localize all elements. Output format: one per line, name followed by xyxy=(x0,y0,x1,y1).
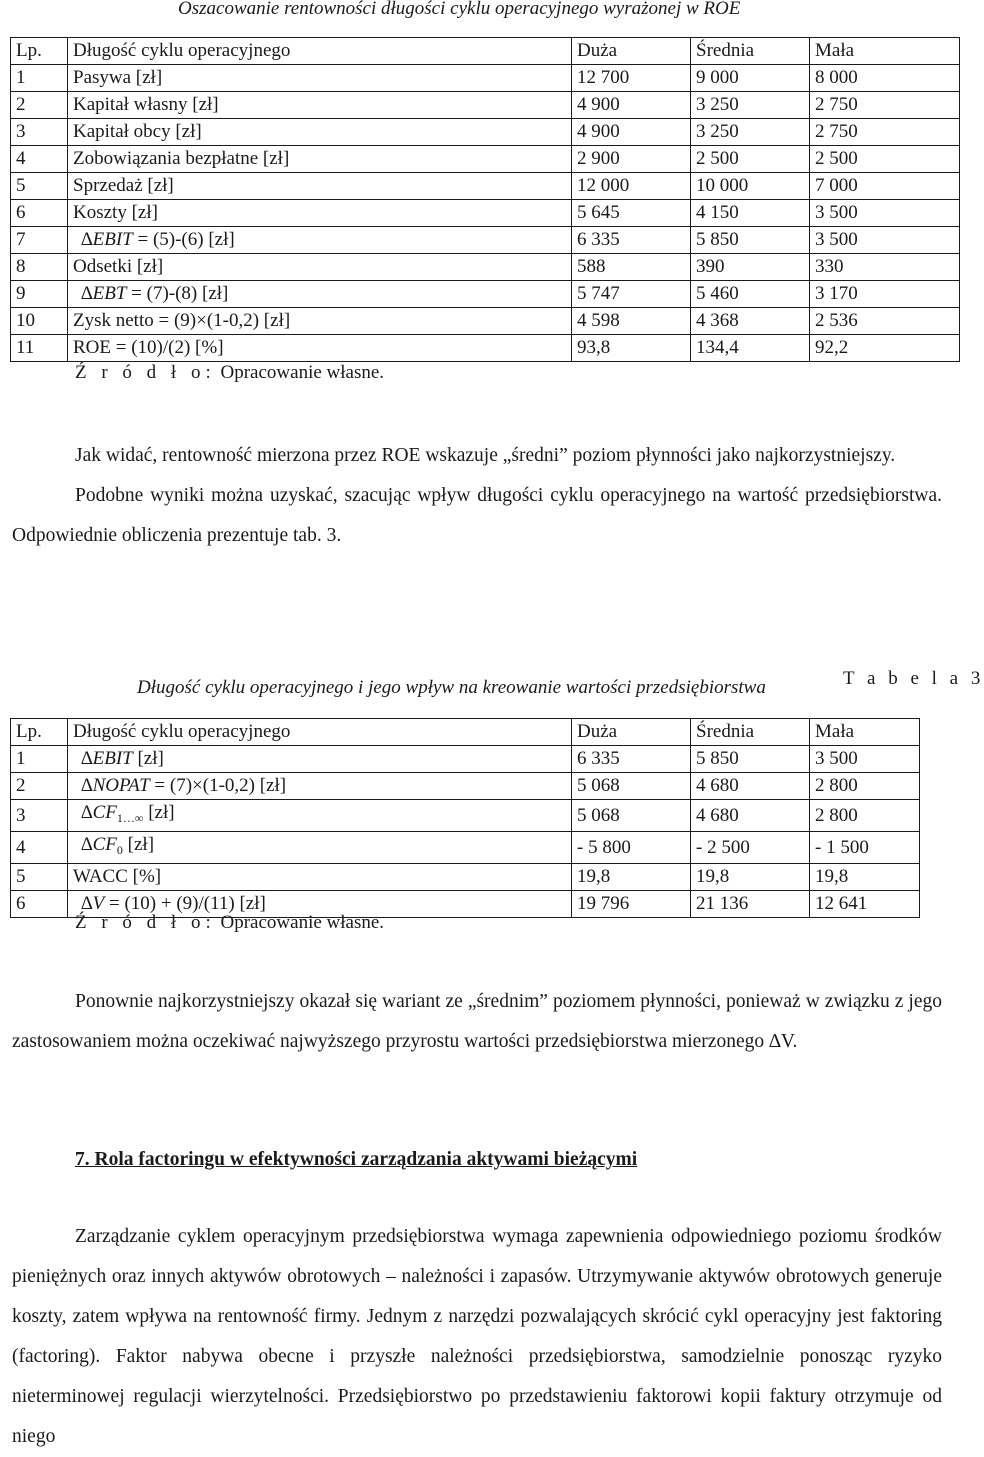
table3-source xyxy=(75,912,384,934)
table3-number: T a b e l a 3 xyxy=(843,668,984,689)
value-srednia: 5 850 xyxy=(691,227,810,254)
label-text: [zł] xyxy=(132,748,164,769)
delta-symbol: ∆ xyxy=(81,802,93,823)
value-duza: 19,8 xyxy=(572,864,691,891)
value-srednia: 4 680 xyxy=(691,800,810,832)
value-mala: 3 500 xyxy=(810,200,960,227)
label-text: = (7)-(8) [zł] xyxy=(126,283,229,304)
row-number: 1 xyxy=(11,746,68,773)
table-row xyxy=(11,746,920,773)
row-number: 4 xyxy=(11,146,68,173)
table-row xyxy=(11,92,960,119)
table-row xyxy=(11,832,920,864)
value-srednia: 4 368 xyxy=(691,308,810,335)
row-number: 2 xyxy=(11,773,68,800)
value-duza: 6 335 xyxy=(572,746,691,773)
header-cell: Duża xyxy=(572,38,691,65)
value-duza: 93,8 xyxy=(572,335,691,362)
table-row xyxy=(11,146,960,173)
value-mala: 330 xyxy=(810,254,960,281)
label-cell: ROE = (10)/(2) [%] xyxy=(68,335,572,362)
value-mala: 3 170 xyxy=(810,281,960,308)
value-mala: 3 500 xyxy=(810,746,920,773)
variable-name: NOPAT xyxy=(92,775,150,796)
row-number: 1 xyxy=(11,65,68,92)
paragraph: Ponownie najkorzystniejszy okazał się wariant ze „średnim” poziomem płynności, ponieważ w związku z jego zastosowaniem można oczekiwać najwyższego przyrostu wartości przedsiębiorstwa mierzonego ∆V. xyxy=(12,991,942,1052)
label-cell xyxy=(68,227,572,254)
label-cell: Zobowiązania bezpłatne [zł] xyxy=(68,146,572,173)
table-row xyxy=(11,308,960,335)
variable-name: CF xyxy=(92,834,117,855)
table-row xyxy=(11,281,960,308)
table2-caption: Oszacowanie rentowności długości cyklu operacyjnego wyrażonej w ROE xyxy=(178,0,741,19)
label-cell: Sprzedaż [zł] xyxy=(68,173,572,200)
table2-source xyxy=(75,362,384,384)
header-cell: Długość cyklu operacyjnego xyxy=(68,719,572,746)
source-text: Opracowanie własne. xyxy=(215,912,385,933)
roe-table-body xyxy=(11,38,960,362)
label-text: = (10) + (9)/(11) [zł] xyxy=(104,893,266,914)
value-duza: 19 796 xyxy=(572,891,691,918)
value-mala: 2 800 xyxy=(810,800,920,832)
value-srednia: 2 500 xyxy=(691,146,810,173)
value-mala: 2 750 xyxy=(810,119,960,146)
table-row xyxy=(11,227,960,254)
value-mala: 92,2 xyxy=(810,335,960,362)
table-row xyxy=(11,864,920,891)
header-cell: Lp. xyxy=(11,719,68,746)
value-duza: 5 068 xyxy=(572,800,691,832)
variable-name: V xyxy=(92,893,105,914)
delta-symbol: ∆ xyxy=(81,834,93,855)
row-number: 10 xyxy=(11,308,68,335)
label-cell: Zysk netto = (9)×(1-0,2) [zł] xyxy=(68,308,572,335)
value-duza: 5 068 xyxy=(572,773,691,800)
row-number: 6 xyxy=(11,891,68,918)
label-text: [zł] xyxy=(143,802,175,823)
table-row xyxy=(11,773,920,800)
row-number: 11 xyxy=(11,335,68,362)
header-cell: Średnia xyxy=(691,38,810,65)
table-row xyxy=(11,200,960,227)
label-cell xyxy=(68,864,572,891)
row-number: 5 xyxy=(11,864,68,891)
label-cell xyxy=(68,832,572,864)
value-mala: 8 000 xyxy=(810,65,960,92)
row-number: 2 xyxy=(11,92,68,119)
label-text: [zł] xyxy=(122,834,155,855)
value-duza: 5 645 xyxy=(572,200,691,227)
variable-name: EBIT xyxy=(92,229,133,250)
source-label: Ź r ó d ł o: xyxy=(75,362,216,383)
value-srednia: 5 850 xyxy=(691,746,810,773)
table-row xyxy=(11,173,960,200)
value-duza: 588 xyxy=(572,254,691,281)
value-srednia: - 2 500 xyxy=(691,832,810,864)
delta-symbol: ∆ xyxy=(81,748,93,769)
value-mala: - 1 500 xyxy=(810,832,920,864)
source-text: Opracowanie własne. xyxy=(215,362,385,383)
text-block-3 xyxy=(12,1217,942,1457)
value-srednia: 5 460 xyxy=(691,281,810,308)
table-row xyxy=(11,335,960,362)
row-number: 3 xyxy=(11,800,68,832)
delta-symbol: ∆ xyxy=(81,893,93,914)
variable-name: EBT xyxy=(92,283,127,304)
table-header-row xyxy=(11,719,920,746)
value-srednia: 9 000 xyxy=(691,65,810,92)
variable-subscript: 0 xyxy=(116,843,123,857)
value-duza: 4 900 xyxy=(572,92,691,119)
value-mala: 3 500 xyxy=(810,227,960,254)
header-cell: Mała xyxy=(810,38,960,65)
value-mala: 12 641 xyxy=(810,891,920,918)
text-block-2 xyxy=(12,982,942,1062)
row-number: 8 xyxy=(11,254,68,281)
value-srednia: 390 xyxy=(691,254,810,281)
value-srednia: 10 000 xyxy=(691,173,810,200)
row-number: 3 xyxy=(11,119,68,146)
value-srednia: 134,4 xyxy=(691,335,810,362)
label-cell: Kapitał obcy [zł] xyxy=(68,119,572,146)
label-cell xyxy=(68,281,572,308)
row-number: 6 xyxy=(11,200,68,227)
value-mala: 7 000 xyxy=(810,173,960,200)
row-number: 9 xyxy=(11,281,68,308)
label-cell xyxy=(68,773,572,800)
text-block-1 xyxy=(12,436,942,556)
delta-symbol: ∆ xyxy=(81,229,93,250)
table-row xyxy=(11,254,960,281)
value-table xyxy=(10,718,920,918)
header-cell: Średnia xyxy=(691,719,810,746)
paragraph: Podobne wyniki można uzyskać, szacując wpływ długości cyklu operacyjnego na wartość przedsiębiorstwa. Odpowiednie obliczenia prezentuje tab. 3. xyxy=(12,485,942,546)
value-table-body xyxy=(11,719,920,918)
variable-name: CF xyxy=(92,802,117,823)
delta-symbol: ∆ xyxy=(81,775,93,796)
table3-caption: Długość cyklu operacyjnego i jego wpływ na kreowanie wartości przedsiębiorstwa xyxy=(137,677,766,698)
label-cell xyxy=(68,746,572,773)
delta-symbol: ∆ xyxy=(81,283,93,304)
section-heading: 7. Rola factoringu w efektywności zarządzania aktywami bieżącymi xyxy=(75,1149,638,1170)
header-cell: Lp. xyxy=(11,38,68,65)
table-row xyxy=(11,65,960,92)
row-number: 4 xyxy=(11,832,68,864)
value-duza: 12 700 xyxy=(572,65,691,92)
label-cell: Koszty [zł] xyxy=(68,200,572,227)
value-mala: 19,8 xyxy=(810,864,920,891)
table-row xyxy=(11,800,920,832)
paragraph: Zarządzanie cyklem operacyjnym przedsiębiorstwa wymaga zapewnienia odpowiedniego poziomu środków pieniężnych oraz innych aktywów obrotowych – należności i zapasów. Utrzymywanie aktywów obrotowych generuje koszty, zatem wpływa na rentowność firmy. Jednym z narzędzi pozwalających skrócić cykl operacyjny jest faktoring (factoring). Faktor nabywa obecne i przyszłe należności przedsiębiorstwa, samodzielnie ponosząc ryzyko nieterminowej regulacji wierzytelności. Przedsiębiorstwo po przedstawieniu faktorowi kopii faktury otrzymuje od niego xyxy=(12,1226,942,1447)
value-mala: 2 500 xyxy=(810,146,960,173)
table-header-row xyxy=(11,38,960,65)
value-srednia: 4 680 xyxy=(691,773,810,800)
value-duza: - 5 800 xyxy=(572,832,691,864)
roe-table xyxy=(10,37,960,362)
header-cell: Mała xyxy=(810,719,920,746)
value-mala: 2 750 xyxy=(810,92,960,119)
value-duza: 12 000 xyxy=(572,173,691,200)
row-number: 7 xyxy=(11,227,68,254)
row-number: 5 xyxy=(11,173,68,200)
variable-name: EBIT xyxy=(92,748,133,769)
value-duza: 6 335 xyxy=(572,227,691,254)
label-cell: Odsetki [zł] xyxy=(68,254,572,281)
label-text: = (5)-(6) [zł] xyxy=(132,229,235,250)
value-srednia: 4 150 xyxy=(691,200,810,227)
header-cell: Duża xyxy=(572,719,691,746)
value-duza: 4 598 xyxy=(572,308,691,335)
value-srednia: 3 250 xyxy=(691,119,810,146)
label-text: = (7)×(1-0,2) [zł] xyxy=(149,775,287,796)
value-srednia: 3 250 xyxy=(691,92,810,119)
paragraph: Jak widać, rentowność mierzona przez ROE wskazuje „średni” poziom płynności jako najkorzystniejszy. xyxy=(75,445,896,466)
source-label: Ź r ó d ł o: xyxy=(75,912,216,933)
value-mala: 2 800 xyxy=(810,773,920,800)
variable-subscript: 1…∞ xyxy=(116,811,144,825)
value-duza: 4 900 xyxy=(572,119,691,146)
table-row xyxy=(11,119,960,146)
label-cell xyxy=(68,800,572,832)
value-duza: 2 900 xyxy=(572,146,691,173)
value-srednia: 19,8 xyxy=(691,864,810,891)
label-cell: Pasywa [zł] xyxy=(68,65,572,92)
header-cell: Długość cyklu operacyjnego xyxy=(68,38,572,65)
label-cell: Kapitał własny [zł] xyxy=(68,92,572,119)
value-srednia: 21 136 xyxy=(691,891,810,918)
value-mala: 2 536 xyxy=(810,308,960,335)
value-duza: 5 747 xyxy=(572,281,691,308)
label-text: WACC [%] xyxy=(73,866,162,887)
